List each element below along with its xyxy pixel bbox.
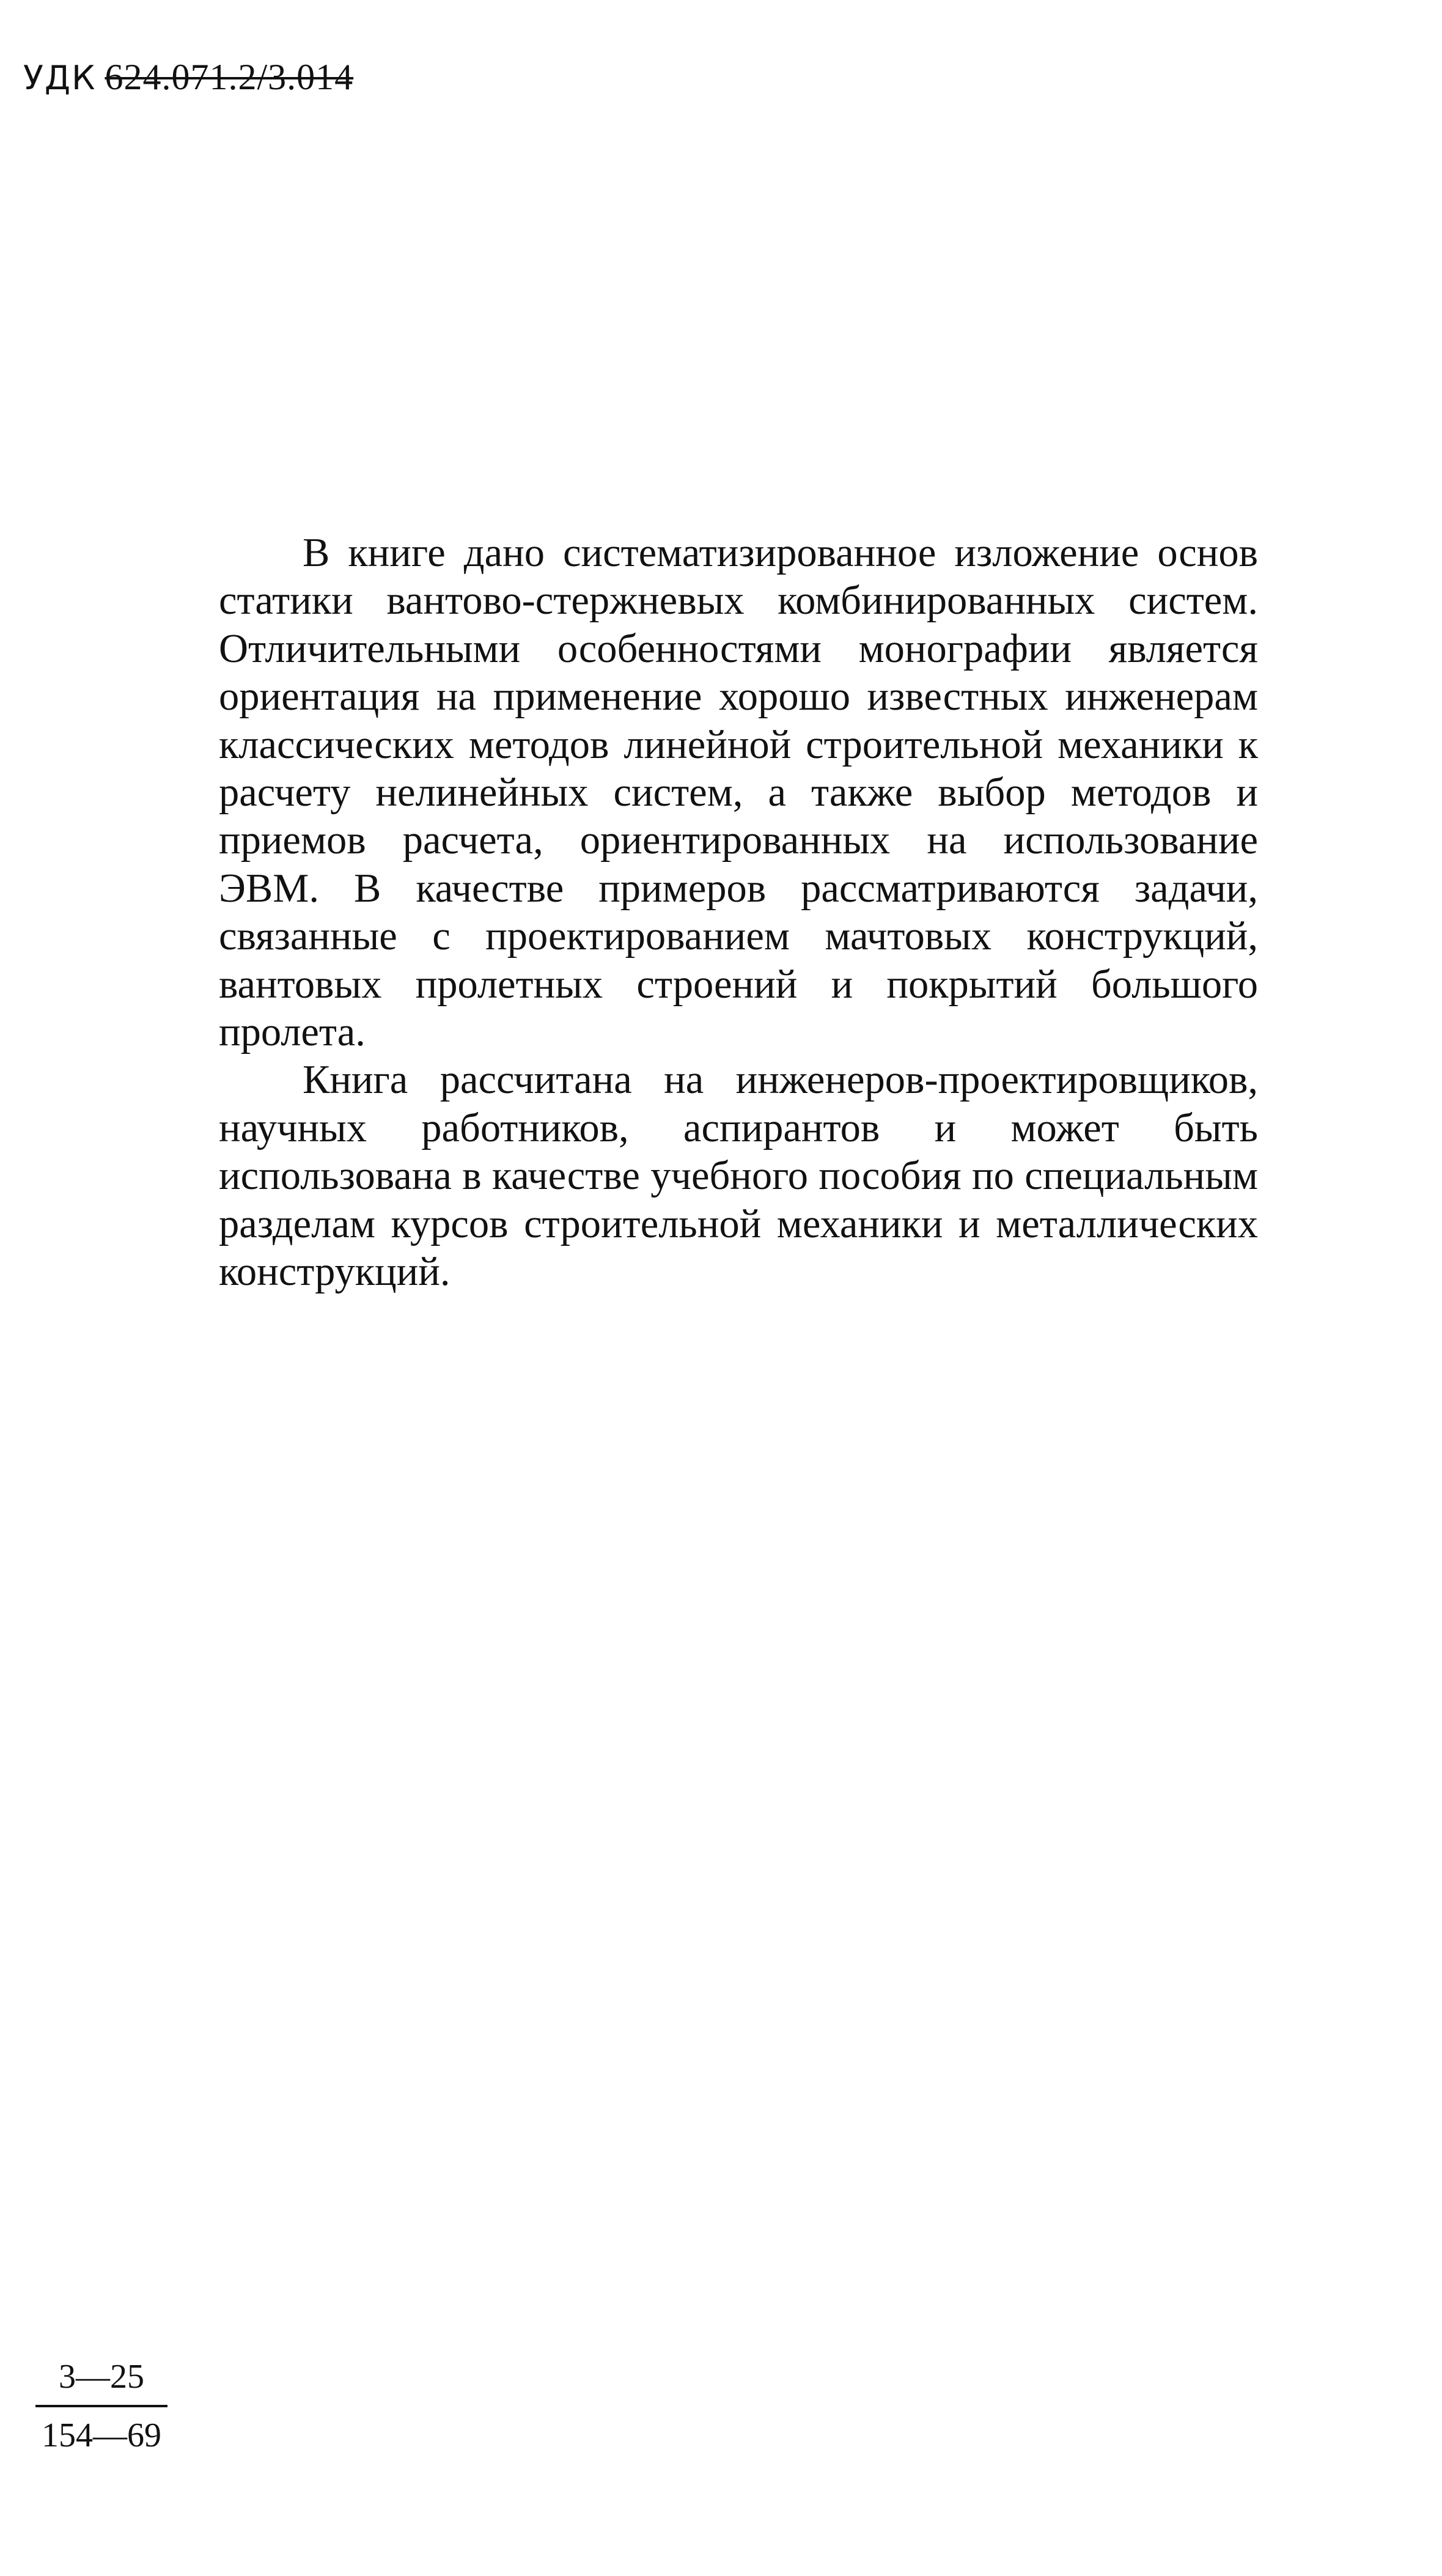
- publisher-code: [35, 2360, 167, 2453]
- annotation-text: [219, 529, 1258, 1297]
- udc-classification: [23, 59, 353, 95]
- publisher-code-numerator: 3—25: [59, 2358, 144, 2396]
- udc-code-struck: 624.071.2/3.014: [105, 57, 354, 97]
- annotation-paragraph-2: Книга рассчитана на инженеров-проектировщиков, научных работников, аспирантов и может быть использована в качестве учебного пособия по специальным разделам курсов строительной механики и металлических конструкций.: [219, 1058, 1258, 1295]
- publisher-code-denominator: 154—69: [42, 2416, 161, 2454]
- annotation-paragraph-1: В книге дано систематизированное изложение основ статики вантово-стержневых комбинированных систем. Отличительными особенностями монографии является ориентация на применение хорошо известных инженерам классических методов линейной строительной механики к расчету нелинейных систем, а также выбор методов и приемов расчета, ориентированных на использование ЭВМ. В качестве примеров рассматриваются задачи, связанные с проектированием мачтовых конструкций, вантовых пролетных строений и покрытий большого пролета.: [219, 531, 1258, 1055]
- udc-prefix: УДК: [23, 59, 97, 97]
